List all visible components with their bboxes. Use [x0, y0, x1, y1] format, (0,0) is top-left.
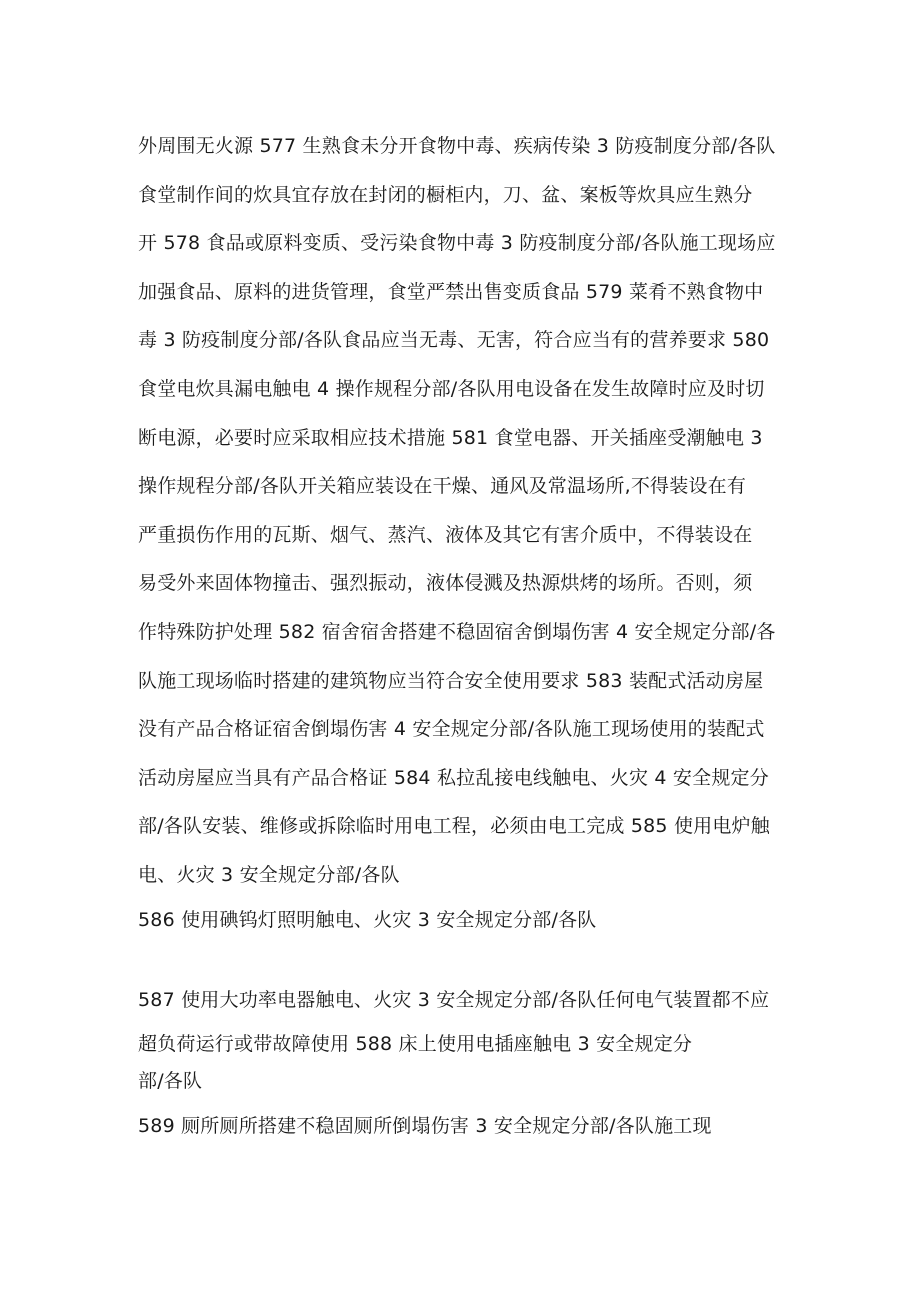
- paragraph-1: [138, 122, 788, 900]
- text-line: 严重损伤作用的瓦斯、烟气、蒸汽、液体及其它有害介质中，不得装设在: [138, 523, 753, 546]
- text-line: 作特殊防护处理 582 宿舍宿舍搭建不稳固宿舍倒塌伤害 4 安全规定分部/各: [138, 620, 776, 643]
- text-line: 超负荷运行或带故障使用 588 床上使用电插座触电 3 安全规定分: [138, 1033, 693, 1055]
- paragraph-2: [138, 902, 788, 938]
- text-line: 586 使用碘钨灯照明触电、火灾 3 安全规定分部/各队: [138, 909, 597, 931]
- text-line: 电、火灾 3 安全规定分部/各队: [138, 863, 400, 886]
- paragraph-4: [138, 1108, 788, 1144]
- text-line: 加强食品、原料的进货管理，食堂严禁出售变质食品 579 菜肴不熟食物中: [138, 280, 764, 303]
- text-line: 开 578 食品或原料变质、受污染食物中毒 3 防疫制度分部/各队施工现场应: [138, 232, 776, 255]
- text-line: 部/各队安装、维修或拆除临时用电工程，必须由电工完成 585 使用电炉触: [138, 815, 770, 838]
- text-line: 没有产品合格证宿舍倒塌伤害 4 安全规定分部/各队施工现场使用的装配式: [138, 718, 765, 741]
- text-line: 易受外来固体物撞击、强烈振动，液体侵溅及热源烘烤的场所。否则，须: [138, 572, 753, 595]
- text-line: 589 厕所厕所搭建不稳固厕所倒塌伤害 3 安全规定分部/各队施工现: [138, 1115, 712, 1137]
- text-line: 操作规程分部/各队开关箱应装设在干燥、通风及常温场所,不得装设在有: [138, 475, 747, 498]
- text-line: 队施工现场临时搭建的建筑物应当符合安全使用要求 583 装配式活动房屋: [138, 669, 764, 692]
- text-line: 毒 3 防疫制度分部/各队食品应当无毒、无害，符合应当有的营养要求 580: [138, 329, 770, 352]
- text-line: 外周围无火源 577 生熟食未分开食物中毒、疾病传染 3 防疫制度分部/各队: [138, 135, 776, 157]
- text-line: 食堂电炊具漏电触电 4 操作规程分部/各队用电设备在发生故障时应及时切: [138, 377, 765, 400]
- text-line: 587 使用大功率电器触电、火灾 3 安全规定分部/各队任何电气装置都不应: [138, 989, 770, 1011]
- text-line: 部/各队: [138, 1070, 203, 1092]
- text-line: 食堂制作间的炊具宜存放在封闭的橱柜内，刀、盆、案板等炊具应生熟分: [138, 183, 753, 206]
- paragraph-3: [138, 978, 788, 1096]
- text-line: 断电源，必要时应采取相应技术措施 581 食堂电器、开关插座受潮触电 3: [138, 426, 763, 449]
- text-line: 活动房屋应当具有产品合格证 584 私拉乱接电线触电、火灾 4 安全规定分: [138, 766, 769, 789]
